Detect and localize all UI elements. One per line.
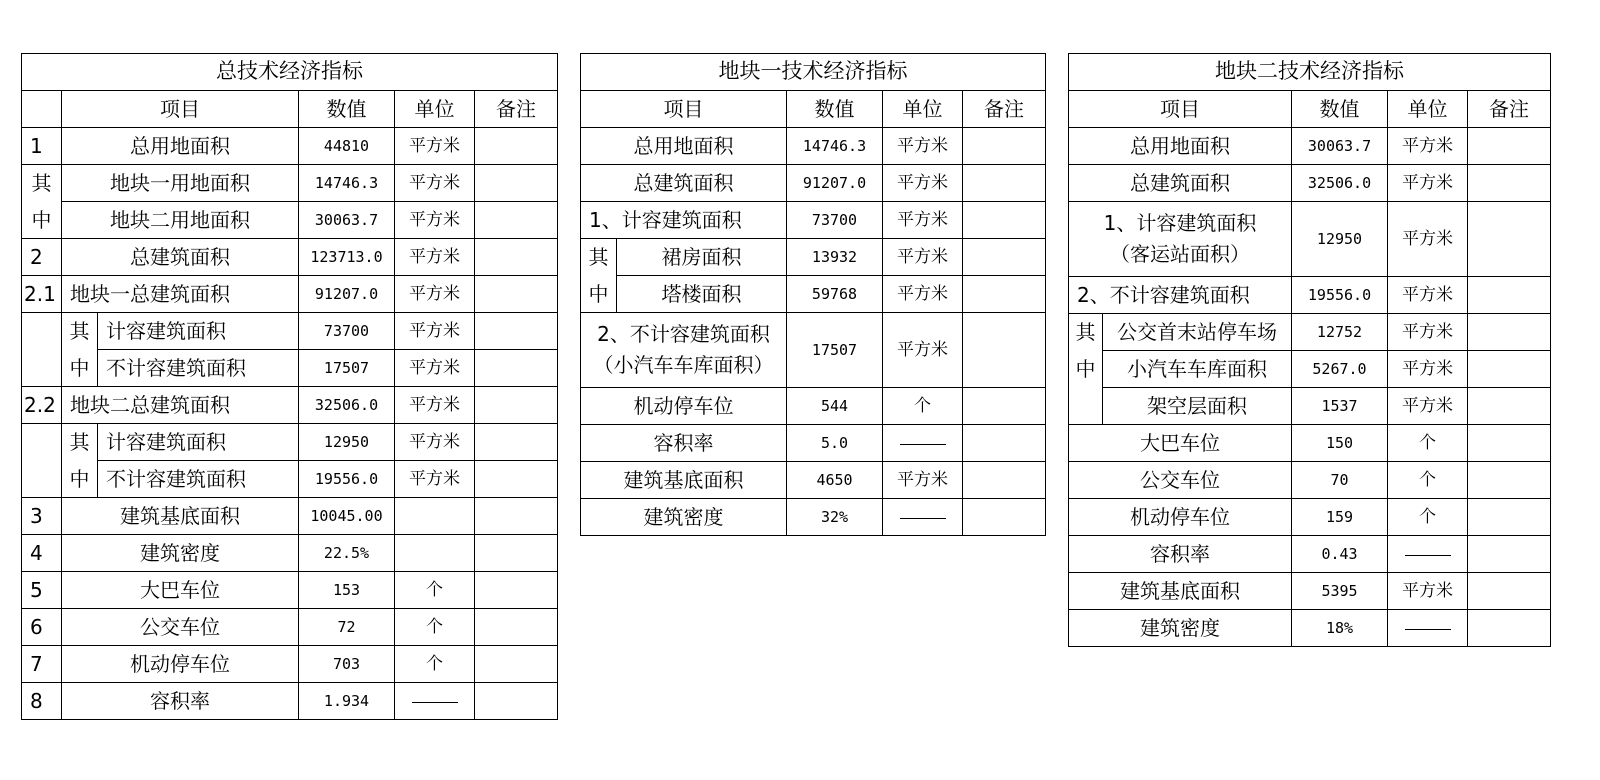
table-title: 地块二技术经济指标 (1069, 54, 1551, 91)
row-unit: 平方米 (1388, 202, 1468, 277)
table-row (1069, 165, 1551, 202)
row-label: 公交首末站停车场 (1103, 314, 1292, 351)
row-value: 44810 (299, 128, 395, 165)
row-value: 70 (1292, 462, 1388, 499)
row-note (475, 313, 558, 350)
header-unit: 单位 (883, 91, 963, 128)
row-value: 22.5% (299, 535, 395, 572)
table-row (581, 425, 1046, 462)
row-label: 建筑基底面积 (62, 498, 299, 535)
table-row (581, 202, 1046, 239)
row-label: 小汽车车库面积 (1103, 351, 1292, 388)
row-unit: 个 (395, 572, 475, 609)
row-label: 总用地面积 (581, 128, 787, 165)
row-note (1468, 277, 1551, 314)
table-row (22, 461, 558, 498)
table-row (22, 350, 558, 387)
row-index: 2.2 (22, 387, 62, 424)
row-note (475, 202, 558, 239)
row-label: 大巴车位 (62, 572, 299, 609)
row-unit: 平方米 (883, 276, 963, 313)
table-row (1069, 573, 1551, 610)
row-value: 150 (1292, 425, 1388, 462)
row-unit: 平方米 (395, 387, 475, 424)
table-row (581, 388, 1046, 425)
row-note (475, 165, 558, 202)
table-row (1069, 202, 1551, 277)
qizhong-bottom: 中 (62, 350, 98, 387)
row-label: 容积率 (581, 425, 787, 462)
table-row (1069, 277, 1551, 314)
header-item: 项目 (62, 91, 299, 128)
row-note (963, 388, 1046, 425)
row-label-line2: （小汽车车库面积） (593, 353, 774, 377)
table-row (581, 128, 1046, 165)
row-note (475, 387, 558, 424)
row-unit: 平方米 (1388, 314, 1468, 351)
table-row (581, 165, 1046, 202)
row-note (963, 276, 1046, 313)
row-unit: 平方米 (395, 424, 475, 461)
header-note: 备注 (1468, 91, 1551, 128)
row-label (581, 313, 787, 388)
header-note: 备注 (963, 91, 1046, 128)
row-unit: 平方米 (1388, 128, 1468, 165)
row-unit: 平方米 (1388, 165, 1468, 202)
row-unit-dash (1388, 536, 1468, 573)
row-label: 容积率 (62, 683, 299, 720)
row-unit: 平方米 (883, 165, 963, 202)
row-unit: 个 (1388, 425, 1468, 462)
dash-line (412, 702, 458, 703)
row-value: 59768 (787, 276, 883, 313)
table-row (1069, 388, 1551, 425)
row-unit (395, 498, 475, 535)
table-row (581, 313, 1046, 388)
row-unit: 平方米 (395, 350, 475, 387)
qizhong-top: 其 (62, 424, 98, 461)
table-title-row (22, 54, 558, 91)
row-label: 2、不计容建筑面积 (1069, 277, 1292, 314)
row-unit: 平方米 (395, 165, 475, 202)
row-note (475, 461, 558, 498)
row-index: 2.1 (22, 276, 62, 313)
header-item: 项目 (1069, 91, 1292, 128)
row-label: 总建筑面积 (62, 239, 299, 276)
row-index: 2 (22, 239, 62, 276)
table-row (1069, 425, 1551, 462)
row-unit: 平方米 (395, 202, 475, 239)
plot2-indicators-table (1068, 53, 1551, 647)
row-note (1468, 314, 1551, 351)
row-label: 计容建筑面积 (98, 313, 299, 350)
row-note (1468, 388, 1551, 425)
row-value: 91207.0 (299, 276, 395, 313)
row-value: 73700 (299, 313, 395, 350)
row-note (475, 572, 558, 609)
row-note (963, 128, 1046, 165)
table-row (1069, 499, 1551, 536)
table-row (22, 646, 558, 683)
row-unit: 平方米 (883, 239, 963, 276)
row-value: 123713.0 (299, 239, 395, 276)
row-value: 91207.0 (787, 165, 883, 202)
row-note (475, 239, 558, 276)
row-value: 12950 (299, 424, 395, 461)
row-unit: 平方米 (395, 128, 475, 165)
header-row (581, 91, 1046, 128)
header-value: 数值 (1292, 91, 1388, 128)
qizhong-top: 其 (22, 165, 62, 202)
dash-line (1405, 555, 1451, 556)
row-value: 18% (1292, 610, 1388, 647)
table-row (581, 462, 1046, 499)
row-value: 1.934 (299, 683, 395, 720)
row-note (1468, 462, 1551, 499)
row-note (475, 498, 558, 535)
header-unit: 单位 (1388, 91, 1468, 128)
row-label: 架空层面积 (1103, 388, 1292, 425)
row-label: 地块一总建筑面积 (62, 276, 299, 313)
qizhong-bottom: 中 (581, 276, 617, 313)
row-unit-dash (883, 499, 963, 536)
row-unit: 平方米 (395, 239, 475, 276)
row-note (1468, 499, 1551, 536)
row-unit: 平方米 (395, 461, 475, 498)
row-value: 1537 (1292, 388, 1388, 425)
row-label: 建筑基底面积 (1069, 573, 1292, 610)
table-title-row (581, 54, 1046, 91)
table-row (22, 239, 558, 276)
total-indicators-table (21, 53, 558, 720)
row-unit-dash (883, 425, 963, 462)
row-value: 32506.0 (1292, 165, 1388, 202)
row-label: 建筑密度 (581, 499, 787, 536)
table-row (1069, 536, 1551, 573)
row-label: 机动停车位 (581, 388, 787, 425)
qizhong-blank (1069, 388, 1103, 425)
qizhong-bottom: 中 (22, 202, 62, 239)
row-note (963, 499, 1046, 536)
header-index-cell (22, 91, 62, 128)
row-label: 计容建筑面积 (98, 424, 299, 461)
row-unit: 个 (883, 388, 963, 425)
table-row (1069, 314, 1551, 351)
row-value: 14746.3 (299, 165, 395, 202)
row-index: 1 (22, 128, 62, 165)
row-note (963, 462, 1046, 499)
row-value: 544 (787, 388, 883, 425)
row-label: 地块二用地面积 (62, 202, 299, 239)
row-value: 19556.0 (299, 461, 395, 498)
table-row (22, 313, 558, 350)
row-label-line2: （客运站面积） (1110, 242, 1250, 266)
row-index (22, 424, 62, 498)
row-note (963, 202, 1046, 239)
row-index (22, 313, 62, 387)
row-unit: 平方米 (395, 313, 475, 350)
row-value: 13932 (787, 239, 883, 276)
row-value: 10045.00 (299, 498, 395, 535)
row-note (1468, 573, 1551, 610)
header-value: 数值 (787, 91, 883, 128)
row-note (1468, 165, 1551, 202)
row-label: 大巴车位 (1069, 425, 1292, 462)
row-note (963, 165, 1046, 202)
row-index: 3 (22, 498, 62, 535)
table-row (22, 572, 558, 609)
row-note (1468, 351, 1551, 388)
row-label: 1、计容建筑面积 (581, 202, 787, 239)
table-row (22, 128, 558, 165)
row-unit: 平方米 (883, 462, 963, 499)
table-row (22, 202, 558, 239)
row-unit-dash (395, 683, 475, 720)
row-value: 703 (299, 646, 395, 683)
row-label: 总建筑面积 (581, 165, 787, 202)
table-row (581, 276, 1046, 313)
row-unit: 平方米 (883, 128, 963, 165)
header-unit: 单位 (395, 91, 475, 128)
row-unit-dash (1388, 610, 1468, 647)
row-note (475, 350, 558, 387)
row-note (1468, 128, 1551, 165)
table-row (1069, 462, 1551, 499)
row-value: 17507 (299, 350, 395, 387)
row-index: 7 (22, 646, 62, 683)
row-value: 0.43 (1292, 536, 1388, 573)
qizhong-top: 其 (62, 313, 98, 350)
row-value: 32506.0 (299, 387, 395, 424)
row-label: 地块一用地面积 (62, 165, 299, 202)
row-value: 5395 (1292, 573, 1388, 610)
row-value: 19556.0 (1292, 277, 1388, 314)
row-index: 8 (22, 683, 62, 720)
table-row (22, 609, 558, 646)
table-row (22, 498, 558, 535)
row-label: 不计容建筑面积 (98, 350, 299, 387)
row-value: 5267.0 (1292, 351, 1388, 388)
row-label: 公交车位 (62, 609, 299, 646)
row-label (1069, 202, 1292, 277)
row-value: 30063.7 (1292, 128, 1388, 165)
row-note (475, 646, 558, 683)
table-row (22, 535, 558, 572)
row-value: 17507 (787, 313, 883, 388)
table-row (22, 276, 558, 313)
row-value: 12950 (1292, 202, 1388, 277)
qizhong-bottom: 中 (62, 461, 98, 498)
qizhong-top: 其 (581, 239, 617, 276)
row-index: 4 (22, 535, 62, 572)
row-note (1468, 536, 1551, 573)
row-unit: 平方米 (1388, 277, 1468, 314)
row-label: 总用地面积 (1069, 128, 1292, 165)
row-label: 总建筑面积 (1069, 165, 1292, 202)
row-value: 14746.3 (787, 128, 883, 165)
header-value: 数值 (299, 91, 395, 128)
row-index: 6 (22, 609, 62, 646)
table-row (22, 165, 558, 202)
row-index: 5 (22, 572, 62, 609)
row-label-line1: 2、不计容建筑面积 (597, 322, 770, 346)
row-unit: 个 (395, 609, 475, 646)
qizhong-top: 其 (1069, 314, 1103, 351)
row-note (475, 535, 558, 572)
row-label: 不计容建筑面积 (98, 461, 299, 498)
header-note: 备注 (475, 91, 558, 128)
row-value: 72 (299, 609, 395, 646)
row-label: 容积率 (1069, 536, 1292, 573)
header-item: 项目 (581, 91, 787, 128)
row-label: 总用地面积 (62, 128, 299, 165)
row-note (475, 424, 558, 461)
row-note (1468, 202, 1551, 277)
table-row (581, 499, 1046, 536)
row-label: 公交车位 (1069, 462, 1292, 499)
row-unit: 平方米 (1388, 573, 1468, 610)
row-value: 5.0 (787, 425, 883, 462)
table-title-row (1069, 54, 1551, 91)
table-row (1069, 351, 1551, 388)
row-unit: 平方米 (395, 276, 475, 313)
row-note (963, 239, 1046, 276)
table-row (22, 387, 558, 424)
row-value: 30063.7 (299, 202, 395, 239)
table-row (581, 239, 1046, 276)
row-unit (395, 535, 475, 572)
row-note (963, 425, 1046, 462)
table-title: 总技术经济指标 (22, 54, 558, 91)
row-label: 建筑密度 (62, 535, 299, 572)
row-note (475, 609, 558, 646)
table-row (1069, 128, 1551, 165)
row-unit: 个 (1388, 462, 1468, 499)
row-unit: 平方米 (1388, 351, 1468, 388)
row-unit: 平方米 (883, 202, 963, 239)
row-value: 32% (787, 499, 883, 536)
row-note (1468, 425, 1551, 462)
row-label: 裙房面积 (617, 239, 787, 276)
row-note (475, 276, 558, 313)
row-unit: 平方米 (1388, 388, 1468, 425)
header-row (1069, 91, 1551, 128)
table-row (22, 424, 558, 461)
row-value: 73700 (787, 202, 883, 239)
row-value: 4650 (787, 462, 883, 499)
table-title: 地块一技术经济指标 (581, 54, 1046, 91)
row-note (963, 313, 1046, 388)
row-label-line1: 1、计容建筑面积 (1103, 211, 1257, 235)
row-unit: 平方米 (883, 313, 963, 388)
row-unit: 个 (1388, 499, 1468, 536)
row-unit: 个 (395, 646, 475, 683)
row-note (1468, 610, 1551, 647)
row-note (475, 683, 558, 720)
row-value: 12752 (1292, 314, 1388, 351)
row-note (475, 128, 558, 165)
qizhong-bottom: 中 (1069, 351, 1103, 388)
row-label: 地块二总建筑面积 (62, 387, 299, 424)
header-row (22, 91, 558, 128)
row-label: 建筑基底面积 (581, 462, 787, 499)
row-value: 159 (1292, 499, 1388, 536)
row-label: 机动停车位 (62, 646, 299, 683)
table-row (22, 683, 558, 720)
plot1-indicators-table (580, 53, 1046, 536)
dash-line (900, 518, 946, 519)
row-label: 机动停车位 (1069, 499, 1292, 536)
table-row (1069, 610, 1551, 647)
dash-line (900, 444, 946, 445)
dash-line (1405, 629, 1451, 630)
row-label: 建筑密度 (1069, 610, 1292, 647)
row-label: 塔楼面积 (617, 276, 787, 313)
row-value: 153 (299, 572, 395, 609)
